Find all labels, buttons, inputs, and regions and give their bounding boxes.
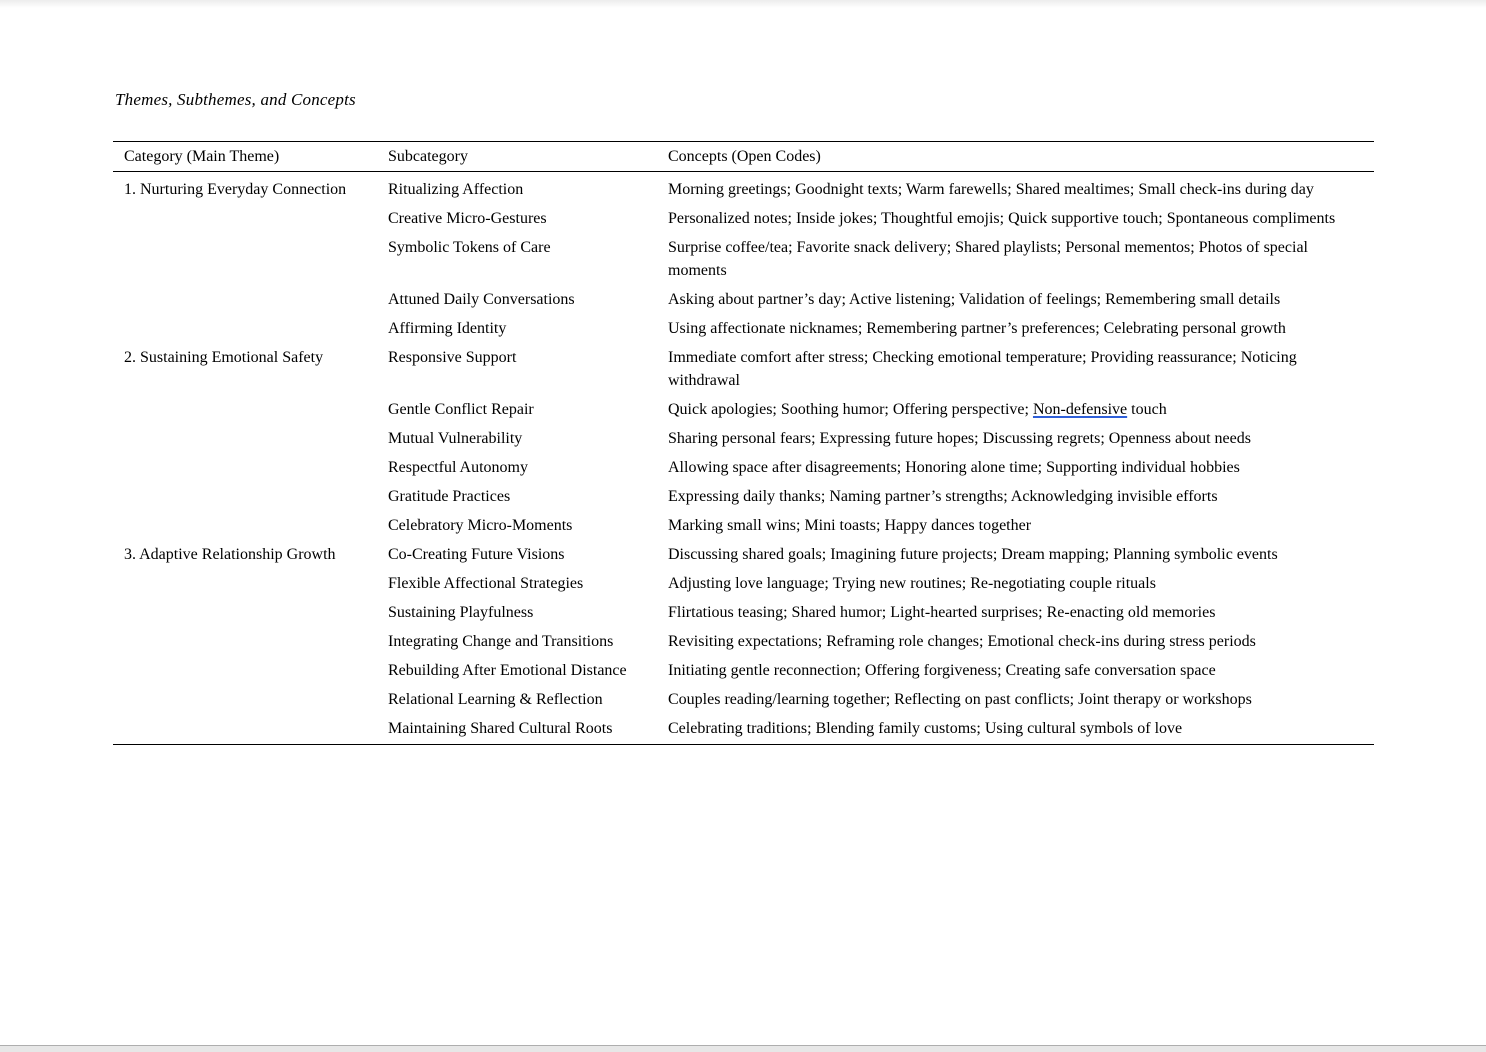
category-cell: 1. Nurturing Everyday Connection: [124, 181, 347, 198]
subcategory-cell: Attuned Daily Conversations: [388, 291, 575, 308]
subcategory-cell: Co-Creating Future Visions: [388, 546, 565, 563]
concepts-cell: Surprise coffee/tea; Favorite snack delivery; Shared playlists; Personal mementos; Photos of special moments: [668, 239, 1308, 279]
concepts-cell: Personalized notes; Inside jokes; Thoughtful emojis; Quick supportive touch; Spontaneous compliments: [668, 210, 1336, 227]
concepts-cell: Immediate comfort after stress; Checking emotional temperature; Providing reassurance; Noticing withdrawal: [668, 349, 1297, 389]
concepts-cell: Celebrating traditions; Blending family customs; Using cultural symbols of love: [668, 720, 1183, 737]
page-bottom-edge: [0, 1045, 1486, 1052]
underlined-term: Non-defensive: [1032, 401, 1128, 418]
concepts-cell: Flirtatious teasing; Shared humor; Light-hearted surprises; Re-enacting old memories: [668, 604, 1216, 621]
concepts-cell: Initiating gentle reconnection; Offering forgiveness; Creating safe conversation space: [668, 662, 1216, 679]
table-row: [113, 344, 1374, 396]
category-cell: 2. Sustaining Emotional Safety: [124, 349, 324, 366]
concepts-cell: Quick apologies; Soothing humor; Offering perspective; Non-defensive touch: [668, 401, 1167, 418]
subcategory-cell: Creative Micro-Gestures: [388, 210, 547, 227]
header-row: [113, 142, 1374, 172]
concepts-cell: Using affectionate nicknames; Remembering partner’s preferences; Celebrating personal growth: [668, 320, 1286, 337]
table-row: [113, 541, 1374, 570]
subcategory-cell: Gentle Conflict Repair: [388, 401, 534, 418]
table-body: [113, 172, 1374, 745]
concepts-cell: Expressing daily thanks; Naming partner’s strengths; Acknowledging invisible efforts: [668, 488, 1218, 505]
subcategory-cell: Responsive Support: [388, 349, 517, 366]
table-caption: Themes, Subthemes, and Concepts: [115, 90, 356, 109]
concepts-cell: Revisiting expectations; Reframing role changes; Emotional check-ins during stress periods: [668, 633, 1256, 650]
subcategory-cell: Maintaining Shared Cultural Roots: [388, 720, 613, 737]
subcategory-cell: Celebratory Micro-Moments: [388, 517, 573, 534]
subcategory-cell: Mutual Vulnerability: [388, 430, 523, 447]
table-row: [113, 172, 1374, 206]
themes-table: [113, 141, 1374, 745]
concepts-cell: Marking small wins; Mini toasts; Happy dances together: [668, 517, 1032, 534]
page-top-edge: [0, 0, 1486, 8]
column-header-concepts: Concepts (Open Codes): [657, 142, 1374, 172]
subcategory-cell: Rebuilding After Emotional Distance: [388, 662, 627, 679]
column-header-category: Category (Main Theme): [113, 142, 377, 172]
column-header-subcategory: Subcategory: [377, 142, 657, 172]
subcategory-cell: Relational Learning & Reflection: [388, 691, 603, 708]
concepts-cell: Asking about partner’s day; Active listening; Validation of feelings; Remembering small details: [668, 291, 1281, 308]
subcategory-cell: Ritualizing Affection: [388, 181, 524, 198]
subcategory-cell: Symbolic Tokens of Care: [388, 239, 551, 256]
category-cell: 3. Adaptive Relationship Growth: [124, 546, 336, 563]
concepts-cell: Adjusting love language; Trying new routines; Re-negotiating couple rituals: [668, 575, 1156, 592]
subcategory-cell: Sustaining Playfulness: [388, 604, 534, 621]
concepts-cell: Discussing shared goals; Imagining future projects; Dream mapping; Planning symbolic events: [668, 546, 1278, 563]
concepts-cell: Couples reading/learning together; Reflecting on past conflicts; Joint therapy or workshops: [668, 691, 1252, 708]
concepts-cell: Sharing personal fears; Expressing future hopes; Discussing regrets; Openness about needs: [668, 430, 1251, 447]
subcategory-cell: Gratitude Practices: [388, 488, 511, 505]
subcategory-cell: Flexible Affectional Strategies: [388, 575, 584, 592]
concepts-cell: Allowing space after disagreements; Honoring alone time; Supporting individual hobbies: [668, 459, 1240, 476]
subcategory-cell: Integrating Change and Transitions: [388, 633, 614, 650]
table-header: [113, 142, 1374, 172]
concepts-cell: Morning greetings; Goodnight texts; Warm farewells; Shared mealtimes; Small check-ins during day: [668, 181, 1314, 198]
subcategory-cell: Respectful Autonomy: [388, 459, 528, 476]
subcategory-cell: Affirming Identity: [388, 320, 507, 337]
